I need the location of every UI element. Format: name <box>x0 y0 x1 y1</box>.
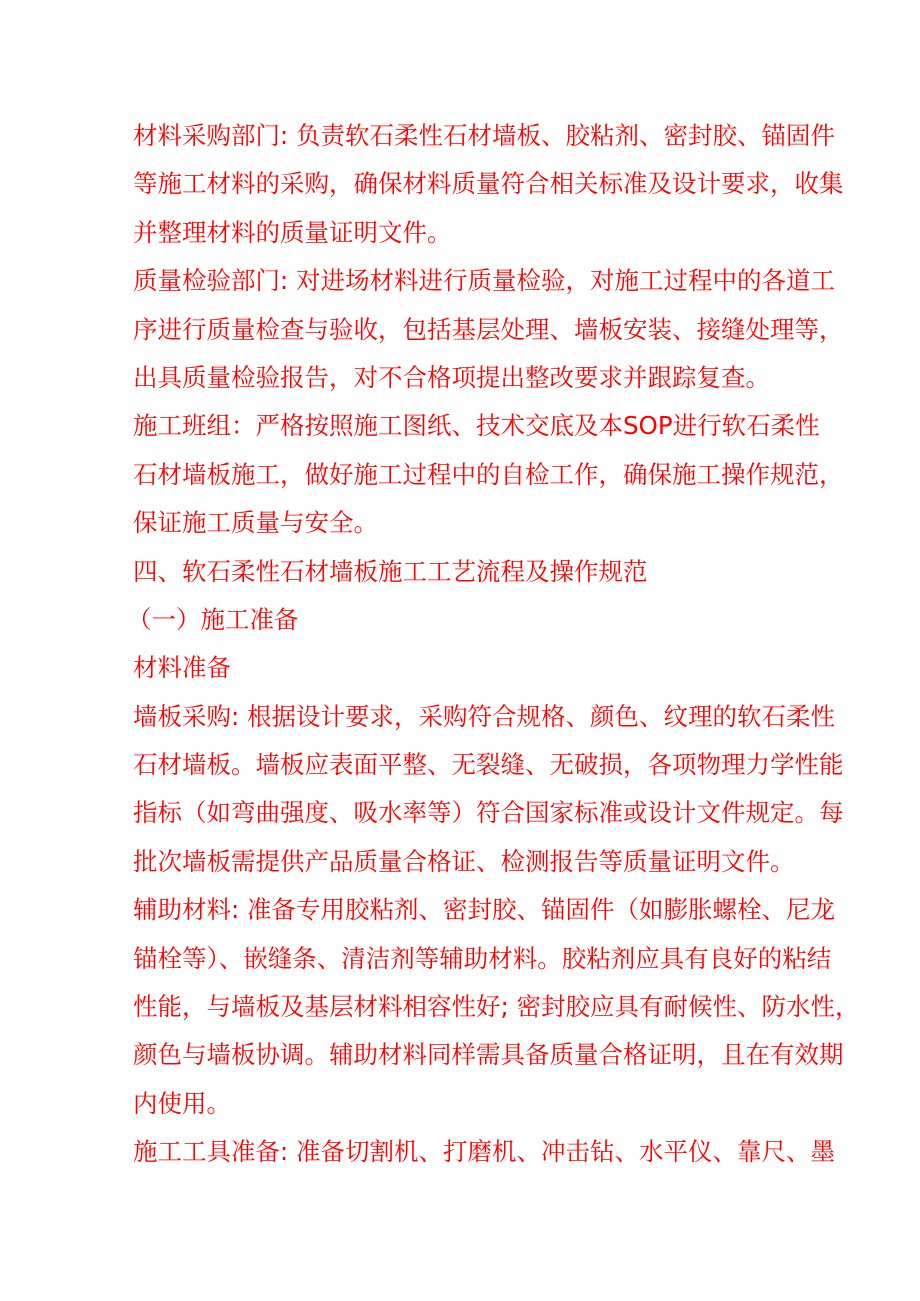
paragraph-quality-inspection-dept <box>133 257 844 402</box>
text-line: 材料采购部门: 负责软石柔性石材墙板、胶粘剂、密封胶、锚固件 <box>133 121 836 150</box>
material-prep-heading <box>133 644 803 692</box>
text-line: 颜色与墙板协调。辅助材料同样需具备质量合格证明，且在有效期 <box>133 1040 844 1070</box>
text-line: 石材墙板施工，做好施工过程中的自检工作，确保施工操作规范， <box>133 459 844 489</box>
text-line: 锚栓等）、嵌缝条、清洁剂等辅助材料。胶粘剂应具有良好的粘结 <box>133 943 832 973</box>
text-line: 施工工具准备: 准备切割机、打磨机、冲击钻、水平仪、靠尺、墨 <box>133 1137 836 1167</box>
heading-text: （一）施工准备 <box>127 604 299 634</box>
text-line: 施工班组：严格按照施工图纸、技术交底及本SOP进行软石柔性 <box>133 411 820 441</box>
text-line: 并整理材料的质量证明文件。 <box>133 217 452 247</box>
text-line: 质量检验部门: 对进场材料进行质量检验，对施工过程中的各道工 <box>133 266 836 296</box>
paragraph-wallboard-procurement <box>133 693 844 887</box>
text-line: 石材墙板。墙板应表面平整、无裂缝、无破损，各项物理力学性能 <box>133 750 844 780</box>
text-line: 内使用。 <box>133 1088 231 1118</box>
text-line: 指标（如弯曲强度、吸水率等）符合国家标准或设计文件规定。每 <box>133 798 844 828</box>
paragraph-auxiliary-materials <box>133 886 860 1128</box>
paragraph-procurement-dept <box>133 112 844 257</box>
paragraph-tool-prep <box>133 1128 836 1176</box>
text-line: 等施工材料的采购，确保材料质量符合相关标准及设计要求，收集 <box>133 169 844 199</box>
text-line: 墙板采购: 根据设计要求，采购符合规格、颜色、纹理的软石柔性 <box>133 701 836 731</box>
text-line: 保证施工质量与安全。 <box>133 508 378 538</box>
text-line: 序进行质量检查与验收，包括基层处理、墙板安装、接缝处理等， <box>133 314 844 344</box>
text-line: 辅助材料: 准备专用胶粘剂、密封胶、锚固件（如膨胀螺栓、尼龙 <box>133 895 836 925</box>
paragraph-construction-team <box>133 402 844 547</box>
document-body <box>127 112 860 1177</box>
heading-text: 四、软石柔性石材墙板施工工艺流程及操作规范 <box>133 556 648 586</box>
section-heading <box>133 548 803 596</box>
heading-text: 材料准备 <box>133 653 231 683</box>
text-line: 性能，与墙板及基层材料相容性好; 密封胶应具有耐候性、防水性， <box>133 992 860 1022</box>
subsection-heading <box>127 596 803 644</box>
text-line: 出具质量检验报告，对不合格项提出整改要求并跟踪复查。 <box>133 362 770 392</box>
text-line: 批次墙板需提供产品质量合格证、检测报告等质量证明文件。 <box>133 846 795 876</box>
